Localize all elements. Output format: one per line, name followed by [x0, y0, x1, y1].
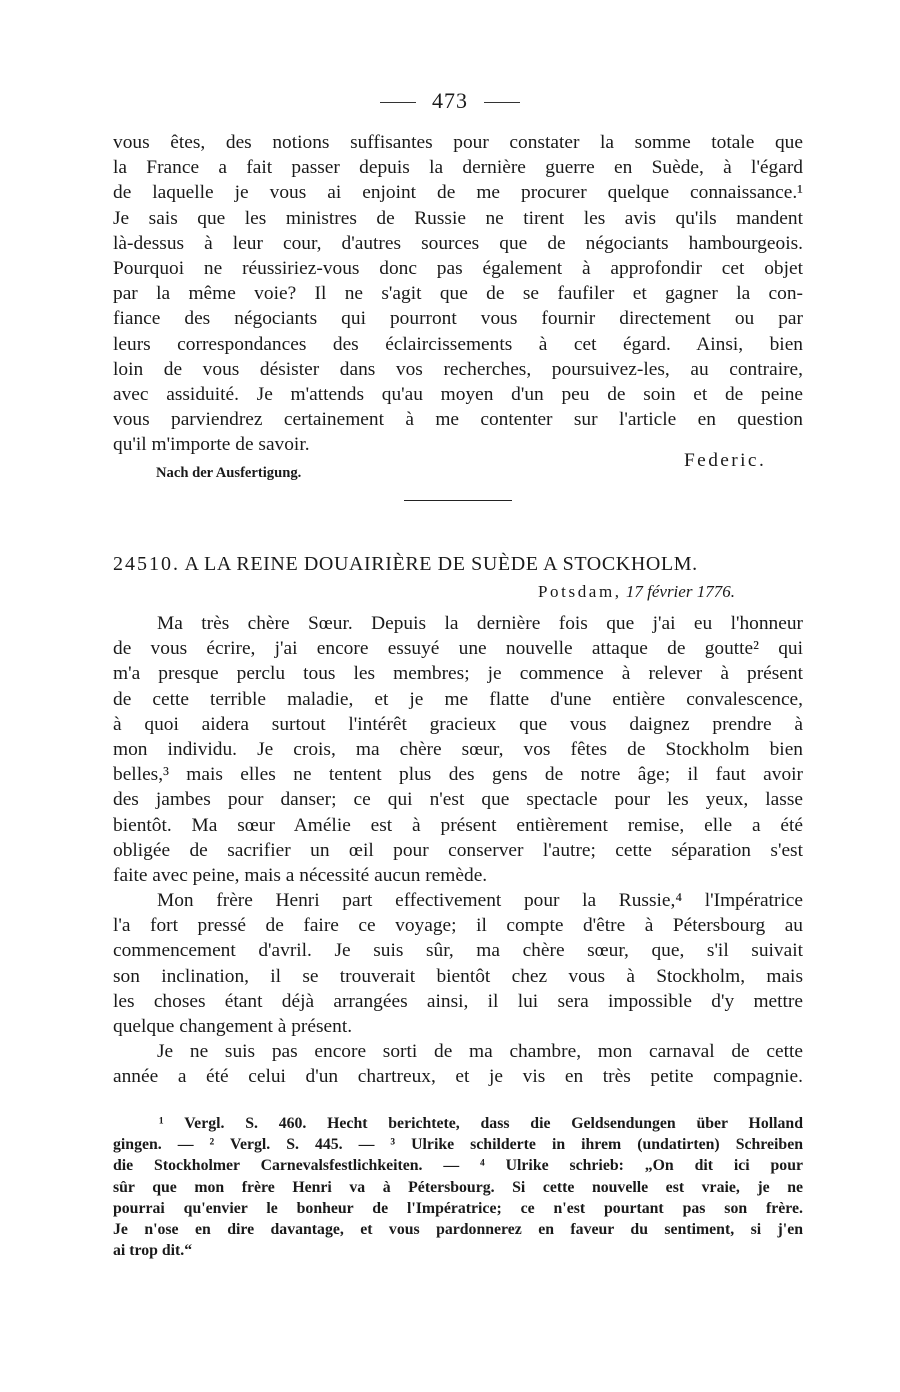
footnote-line: gingen. — ² Vergl. S. 445. — ³ Ulrike schilderte in ihrem (undatirten) Schreiben: [113, 1136, 803, 1154]
header-dash-right: [484, 102, 520, 103]
letter1-line: par la même voie? Il ne s'agit que de se faufiler et gagner la con-: [113, 283, 803, 305]
letter2-line: son inclination, il se trouverait bientôt chez vous à Stockholm, mais: [113, 965, 803, 987]
letter2-line: Mon frère Henri part effectivement pour la Russie,⁴ l'Impératrice: [157, 890, 803, 912]
letter1-line: loin de vous désister dans vos recherches, poursuivez-les, au contraire,: [113, 358, 803, 380]
letter1-line: la France a fait passer depuis la dernière guerre en Suède, à l'égard: [113, 157, 803, 179]
letter2-title: A LA REINE DOUAIRIÈRE DE SUÈDE A STOCKHOLM.: [184, 553, 698, 575]
letter2-line: faite avec peine, mais a nécessité aucun remède.: [113, 864, 488, 886]
letter2-line: obligée de sacrifier un œil pour conserver l'autre; cette séparation s'est: [113, 839, 803, 861]
letter2-line: Ma très chère Sœur. Depuis la dernière fois que j'ai eu l'honneur: [157, 613, 803, 634]
letter2-line: des jambes pour danser; ce qui n'est que spectacle pour les yeux, lasse: [113, 789, 803, 811]
letter1-signature: Federic.: [684, 450, 767, 471]
letter2-line: à quoi aidera surtout l'intérêt gracieux que vous daignez prendre à: [113, 713, 803, 735]
letter1-line: avec assiduité. Je m'attends qu'au moyen d'un peu de soin et de peine: [113, 383, 803, 405]
footnotes: [113, 1113, 803, 1261]
letter1-source-note: Nach der Ausfertigung.: [156, 465, 302, 481]
header-dash-left: [380, 102, 416, 103]
letter2-line: quelque changement à présent.: [113, 1016, 353, 1037]
letter1-line: vous parviendrez certainement à me contenter sur l'article en question: [113, 409, 803, 431]
letter2-line: année a été celui d'un chartreux, et je vis en très petite compagnie.: [113, 1066, 803, 1088]
letter2-line: Je ne suis pas encore sorti de ma chambre, mon carnaval de cette: [157, 1041, 803, 1063]
letter1-line: qu'il m'importe de savoir.: [113, 434, 310, 456]
letter1-line: de laquelle je vous ai enjoint de me procurer quelque connaissance.¹: [113, 182, 803, 204]
letter1-line: fiance des négociants qui pourront vous fournir directement ou par: [113, 308, 803, 330]
letter2-line: l'a fort pressé de faire ce voyage; il compte d'être à Pétersbourg au: [113, 915, 803, 937]
letter1-line: leurs correspondances des éclaircissements à cet égard. Ainsi, bien: [113, 333, 803, 355]
letter1-line: là-dessus à leur cour, d'autres sources que de négociants hambourgeois.: [113, 232, 803, 254]
letter2-body: [113, 611, 803, 1090]
letter2-line: mon individu. Je crois, ma chère sœur, vos fêtes de Stockholm bien: [113, 738, 803, 760]
letter2-dateline: [538, 582, 735, 602]
letter1-line: Je sais que les ministres de Russie ne tirent les avis qu'ils mandent: [113, 207, 803, 229]
footnote-line: pourrai qu'envier le bonheur de l'Impératrice; ce n'est pourtant pas son frère.: [113, 1199, 803, 1217]
letter2-line: belles,³ mais elles ne tentent plus des gens de notre âge; il faut avoir: [113, 764, 803, 786]
footnote-line: Je n'ose en dire davantage, et vous pardonnerez en faveur du sentiment, si j'en: [113, 1220, 803, 1238]
letter2-line: bientôt. Ma sœur Amélie est à présent entièrement remise, elle a été: [113, 814, 803, 836]
letter2-number: 24510.: [113, 553, 180, 575]
letter2-line: de vous écrire, j'ai encore essuyé une nouvelle attaque de goutte² qui: [113, 638, 803, 660]
page-number: 473: [432, 88, 468, 113]
page-number-header: [0, 88, 900, 114]
letter2-line: de cette terrible maladie, et je me flatte d'une entière convalescence,: [113, 688, 803, 710]
letter2-line: commencement d'avril. Je suis sûr, ma chère sœur, que, s'il suivait: [113, 940, 803, 962]
letter2-line: les choses étant déjà arrangées ainsi, il lui sera impossible d'y mettre: [113, 990, 803, 1012]
letter1-body: [113, 130, 803, 457]
footnote-line: ai trop dit.“: [113, 1242, 193, 1260]
letter2-date: 17 février 1776.: [625, 582, 735, 601]
letter1-line: vous êtes, des notions suffisantes pour constater la somme totale que: [113, 132, 803, 153]
letter2-heading: [113, 553, 803, 576]
footnote-line: ¹ Vergl. S. 460. Hecht berichtete, dass die Geldsendungen über Holland: [159, 1115, 803, 1132]
letter1-line: Pourquoi ne réussiriez-vous donc pas également à approfondir cet objet: [113, 257, 803, 279]
footnote-line: die Stockholmer Carnevalsfestlichkeiten. — ⁴ Ulrike schrieb: „On dit ici pour: [113, 1157, 803, 1175]
letter2-line: m'a presque perclu tous les membres; je commence à relever à présent: [113, 663, 803, 685]
letter2-place: Potsdam,: [538, 582, 622, 601]
section-divider: [404, 500, 512, 501]
footnote-line: sûr que mon frère Henri va à Pétersbourg. Si cette nouvelle est vraie, je ne: [113, 1178, 803, 1196]
